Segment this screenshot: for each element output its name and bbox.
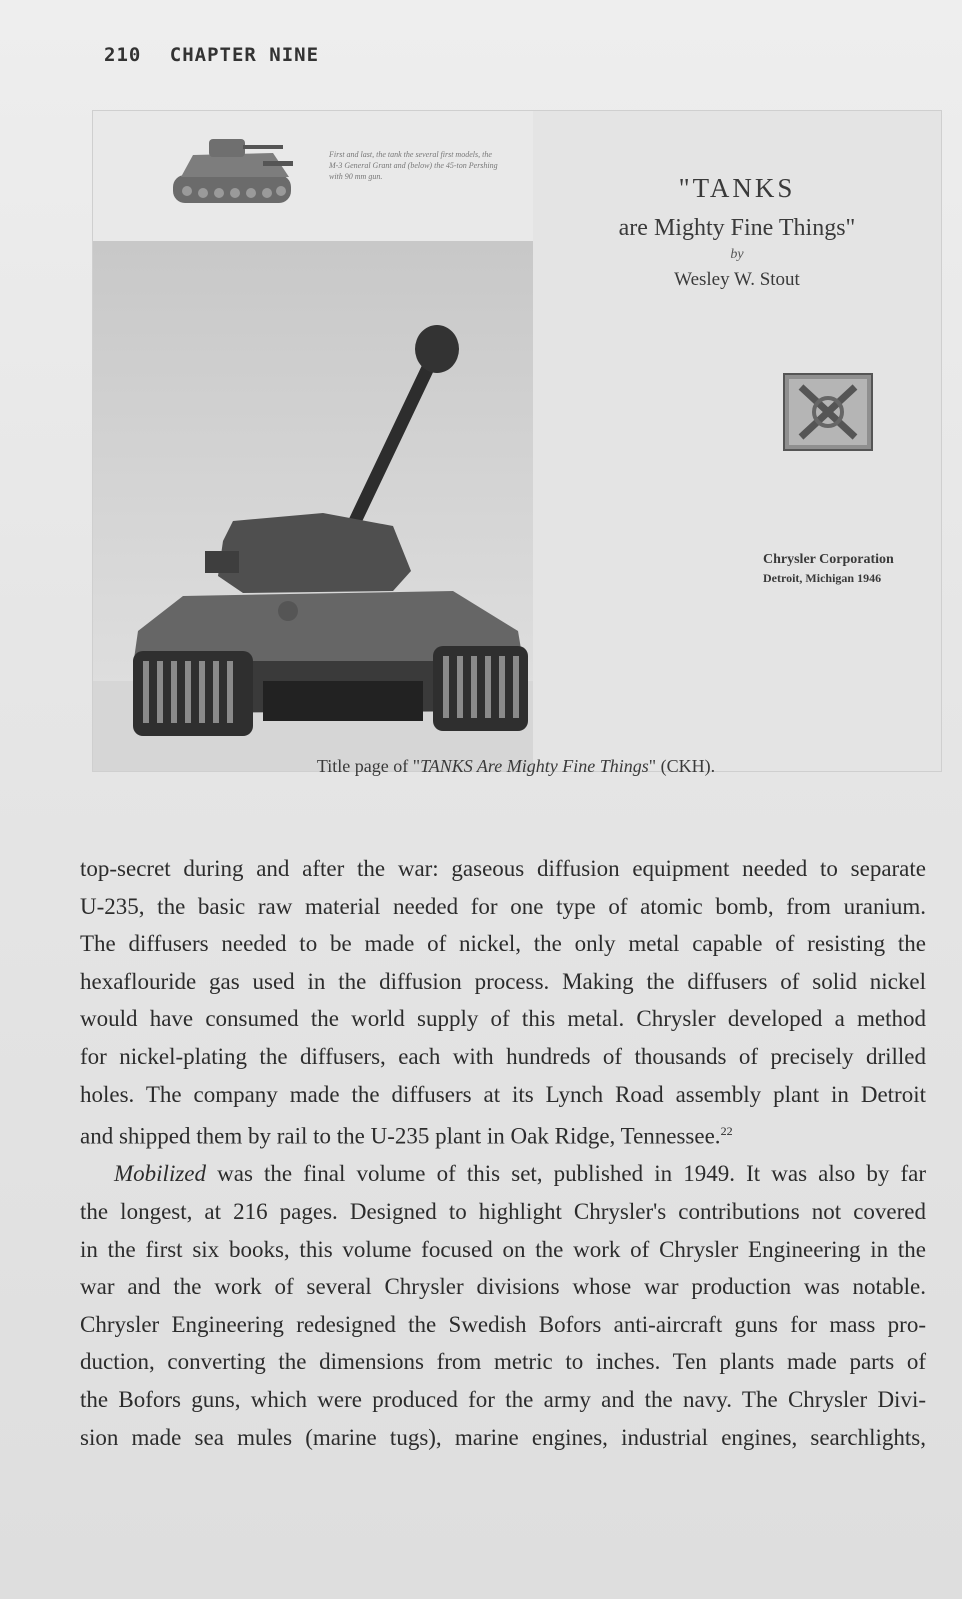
title-page-figure [92, 110, 942, 772]
text-line: holes. The company made the diffusers at its Lynch Road assembly plant in Detroit [80, 1081, 926, 1107]
text-line: war and the work of several Chrysler divisions whose war production was notable. [80, 1274, 926, 1300]
book-title-mobilized: Mobilized [114, 1161, 206, 1187]
text-line: U-235, the basic raw material needed for one type of atomic bomb, from uranium. [80, 893, 926, 919]
running-head [104, 44, 319, 66]
body-text [80, 850, 926, 1456]
text-line: The diffusers needed to be made of nickel, the only metal capable of resisting the [80, 931, 926, 957]
caption-prefix: Title page of " [316, 756, 421, 776]
text-line: Chrysler Engineering redesigned the Swedish Bofors anti-aircraft guns for mass pro- [80, 1311, 926, 1337]
pershing-tank-illustration [93, 241, 533, 771]
publisher-city: Detroit, Michigan 1946 [763, 571, 882, 585]
book-title: "TANKS [678, 173, 796, 203]
photo-column [93, 111, 533, 771]
text-line: in the first six books, this volume focused on the work of Chrysler Engineering in the [80, 1236, 926, 1262]
text-line: the Bofors guns, which were produced for the army and the navy. The Chrysler Divi- [80, 1386, 926, 1412]
paragraph-end-text: and shipped them by rail to the U-235 plant in Oak Ridge, Tennessee. [80, 1123, 721, 1149]
footnote-reference: 22 [720, 1124, 733, 1139]
caption-suffix: " (CKH). [648, 756, 716, 776]
publisher-name: Chrysler Corporation [763, 552, 894, 567]
text-line: duction, converting the dimensions from metric to inches. Ten plants made parts of [80, 1349, 926, 1375]
page-number: 210 [104, 44, 142, 66]
by-line: by [730, 247, 744, 262]
text-line: the longest, at 216 pages. Designed to highlight Chrysler's contributions not covered [80, 1199, 926, 1224]
pershing-tank-photo [93, 241, 533, 771]
paragraph-start-text: was the final volume of this set, published in 1949. It was also by far [206, 1161, 926, 1187]
chapter-title: CHAPTER NINE [169, 44, 320, 66]
small-photo-caption: First and last, the tank the several first models, the M-3 General Grant and (below) the 45-ton Pershing with 90 mm gun. [329, 150, 498, 181]
figure-caption [92, 756, 940, 777]
text-line [80, 1155, 926, 1193]
small-tank-panel [93, 111, 533, 241]
crossed-cannons-emblem-icon [783, 373, 873, 451]
text-line: sion made sea mules (marine tugs), marine engines, industrial engines, searchlights, [80, 1424, 926, 1450]
book-author: Wesley W. Stout [674, 269, 800, 290]
text-line: would have consumed the world supply of this metal. Chrysler developed a method [80, 1006, 926, 1032]
caption-title: TANKS Are Mighty Fine Things [420, 756, 649, 776]
text-line-last [80, 1113, 926, 1155]
text-line: for nickel-plating the diffusers, each with hundreds of thousands of precisely drilled [80, 1043, 926, 1069]
text-line: hexaflouride gas used in the diffusion process. Making the diffusers of solid nickel [80, 968, 926, 994]
publisher-block [763, 551, 894, 587]
title-column [533, 111, 941, 771]
book-subtitle: are Mighty Fine Things" [618, 215, 856, 241]
text-line: top-secret during and after the war: gaseous diffusion equipment needed to separate [80, 856, 926, 881]
